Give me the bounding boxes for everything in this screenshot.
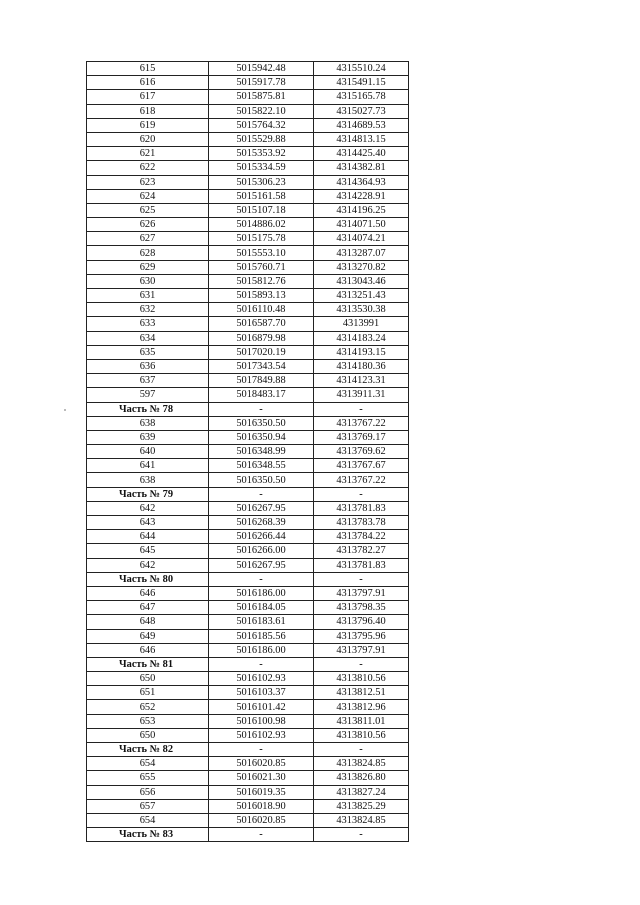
y-coordinate-cell: 4315165.78	[314, 90, 409, 104]
x-coordinate-cell: 5016267.95	[209, 558, 314, 572]
x-coordinate-cell: 5015353.92	[209, 147, 314, 161]
table-row	[87, 317, 409, 331]
table-row	[87, 246, 409, 260]
x-coordinate-cell: 5015764.32	[209, 118, 314, 132]
table-row	[87, 544, 409, 558]
table-row	[87, 274, 409, 288]
point-number-cell: 630	[87, 274, 209, 288]
point-number-cell: 629	[87, 260, 209, 274]
y-coordinate-cell: -	[314, 402, 409, 416]
table-row	[87, 771, 409, 785]
point-number-cell: 623	[87, 175, 209, 189]
x-coordinate-cell: 5016021.30	[209, 771, 314, 785]
x-coordinate-cell: 5016350.50	[209, 473, 314, 487]
y-coordinate-cell: 4314071.50	[314, 218, 409, 232]
table-row	[87, 104, 409, 118]
y-coordinate-cell: 4313270.82	[314, 260, 409, 274]
x-coordinate-cell: 5016101.42	[209, 700, 314, 714]
y-coordinate-cell: 4314228.91	[314, 189, 409, 203]
x-coordinate-cell: 5016350.94	[209, 430, 314, 444]
y-coordinate-cell: 4313782.27	[314, 544, 409, 558]
x-coordinate-cell: 5018483.17	[209, 388, 314, 402]
point-number-cell: 650	[87, 672, 209, 686]
point-number-cell: 635	[87, 345, 209, 359]
point-number-cell: 640	[87, 445, 209, 459]
point-number-cell: 645	[87, 544, 209, 558]
x-coordinate-cell: 5015875.81	[209, 90, 314, 104]
y-coordinate-cell: 4313825.29	[314, 799, 409, 813]
table-row	[87, 203, 409, 217]
point-number-cell: 643	[87, 516, 209, 530]
point-number-cell: 627	[87, 232, 209, 246]
y-coordinate-cell: 4314382.81	[314, 161, 409, 175]
x-coordinate-cell: 5015529.88	[209, 132, 314, 146]
x-coordinate-cell: 5015822.10	[209, 104, 314, 118]
y-coordinate-cell: 4315027.73	[314, 104, 409, 118]
table-row	[87, 714, 409, 728]
y-coordinate-cell: 4313781.83	[314, 558, 409, 572]
point-number-cell: 642	[87, 501, 209, 515]
point-number-cell: 639	[87, 430, 209, 444]
y-coordinate-cell: 4313824.85	[314, 757, 409, 771]
x-coordinate-cell: -	[209, 402, 314, 416]
x-coordinate-cell: 5015812.76	[209, 274, 314, 288]
y-coordinate-cell: 4313991	[314, 317, 409, 331]
point-number-cell: 616	[87, 76, 209, 90]
x-coordinate-cell: 5016019.35	[209, 785, 314, 799]
coordinate-table	[86, 61, 409, 842]
point-number-cell: 618	[87, 104, 209, 118]
y-coordinate-cell: 4315510.24	[314, 62, 409, 76]
x-coordinate-cell: 5014886.02	[209, 218, 314, 232]
x-coordinate-cell: 5016110.48	[209, 303, 314, 317]
x-coordinate-cell: 5015760.71	[209, 260, 314, 274]
y-coordinate-cell: 4313767.67	[314, 459, 409, 473]
y-coordinate-cell: 4313043.46	[314, 274, 409, 288]
table-row	[87, 90, 409, 104]
x-coordinate-cell: 5015175.78	[209, 232, 314, 246]
table-row	[87, 757, 409, 771]
y-coordinate-cell: 4314193.15	[314, 345, 409, 359]
part-header-row	[87, 402, 409, 416]
y-coordinate-cell: -	[314, 572, 409, 586]
point-number-cell: 649	[87, 629, 209, 643]
y-coordinate-cell: 4314689.53	[314, 118, 409, 132]
x-coordinate-cell: 5015107.18	[209, 203, 314, 217]
point-number-cell: 656	[87, 785, 209, 799]
x-coordinate-cell: 5016268.39	[209, 516, 314, 530]
point-number-cell: 652	[87, 700, 209, 714]
point-number-cell: 655	[87, 771, 209, 785]
y-coordinate-cell: 4314123.31	[314, 374, 409, 388]
y-coordinate-cell: 4313530.38	[314, 303, 409, 317]
x-coordinate-cell: 5016183.61	[209, 615, 314, 629]
y-coordinate-cell: 4313795.96	[314, 629, 409, 643]
point-number-cell: 637	[87, 374, 209, 388]
part-header-row	[87, 828, 409, 842]
point-number-cell: 621	[87, 147, 209, 161]
y-coordinate-cell: 4313911.31	[314, 388, 409, 402]
y-coordinate-cell: 4313784.22	[314, 530, 409, 544]
point-number-cell: 631	[87, 289, 209, 303]
point-number-cell: 636	[87, 359, 209, 373]
y-coordinate-cell: 4313767.22	[314, 473, 409, 487]
x-coordinate-cell: 5016348.99	[209, 445, 314, 459]
table-row	[87, 700, 409, 714]
y-coordinate-cell: 4313798.35	[314, 601, 409, 615]
x-coordinate-cell: 5016266.00	[209, 544, 314, 558]
x-coordinate-cell: 5016102.93	[209, 672, 314, 686]
point-number-cell: 646	[87, 643, 209, 657]
x-coordinate-cell: 5015334.59	[209, 161, 314, 175]
y-coordinate-cell: 4313812.51	[314, 686, 409, 700]
part-label-cell: Часть № 83	[87, 828, 209, 842]
x-coordinate-cell: 5016184.05	[209, 601, 314, 615]
x-coordinate-cell: -	[209, 572, 314, 586]
table-row	[87, 601, 409, 615]
point-number-cell: 624	[87, 189, 209, 203]
y-coordinate-cell: 4313251.43	[314, 289, 409, 303]
y-coordinate-cell: 4313287.07	[314, 246, 409, 260]
y-coordinate-cell: 4313810.56	[314, 672, 409, 686]
part-header-row	[87, 572, 409, 586]
point-number-cell: 622	[87, 161, 209, 175]
table-row	[87, 359, 409, 373]
x-coordinate-cell: 5015893.13	[209, 289, 314, 303]
x-coordinate-cell: 5016018.90	[209, 799, 314, 813]
y-coordinate-cell: 4313812.96	[314, 700, 409, 714]
point-number-cell: 597	[87, 388, 209, 402]
point-number-cell: 651	[87, 686, 209, 700]
part-header-row	[87, 743, 409, 757]
x-coordinate-cell: 5016350.50	[209, 416, 314, 430]
y-coordinate-cell: 4314196.25	[314, 203, 409, 217]
x-coordinate-cell: 5016267.95	[209, 501, 314, 515]
point-number-cell: 620	[87, 132, 209, 146]
point-number-cell: 653	[87, 714, 209, 728]
table-row	[87, 686, 409, 700]
x-coordinate-cell: 5015942.48	[209, 62, 314, 76]
x-coordinate-cell: 5016587.70	[209, 317, 314, 331]
table-row	[87, 218, 409, 232]
x-coordinate-cell: 5016185.56	[209, 629, 314, 643]
part-label-cell: Часть № 78	[87, 402, 209, 416]
table-row	[87, 615, 409, 629]
table-row	[87, 672, 409, 686]
part-label-cell: Часть № 79	[87, 487, 209, 501]
table-row	[87, 303, 409, 317]
x-coordinate-cell: -	[209, 487, 314, 501]
table-row	[87, 459, 409, 473]
y-coordinate-cell: 4314813.15	[314, 132, 409, 146]
point-number-cell: 646	[87, 586, 209, 600]
point-number-cell: 632	[87, 303, 209, 317]
point-number-cell: 648	[87, 615, 209, 629]
table-row	[87, 289, 409, 303]
x-coordinate-cell: -	[209, 828, 314, 842]
table-row	[87, 388, 409, 402]
point-number-cell: 633	[87, 317, 209, 331]
x-coordinate-cell: 5017020.19	[209, 345, 314, 359]
table-row	[87, 374, 409, 388]
table-row	[87, 345, 409, 359]
y-coordinate-cell: 4313810.56	[314, 728, 409, 742]
x-coordinate-cell: 5016266.44	[209, 530, 314, 544]
point-number-cell: 657	[87, 799, 209, 813]
table-row	[87, 118, 409, 132]
table-row	[87, 232, 409, 246]
table-row	[87, 331, 409, 345]
x-coordinate-cell: -	[209, 657, 314, 671]
y-coordinate-cell: 4313827.24	[314, 785, 409, 799]
y-coordinate-cell: 4313811.01	[314, 714, 409, 728]
y-coordinate-cell: 4315491.15	[314, 76, 409, 90]
table-row	[87, 260, 409, 274]
x-coordinate-cell: 5016102.93	[209, 728, 314, 742]
table-row	[87, 76, 409, 90]
y-coordinate-cell: 4313781.83	[314, 501, 409, 515]
x-coordinate-cell: 5016020.85	[209, 757, 314, 771]
y-coordinate-cell: -	[314, 743, 409, 757]
y-coordinate-cell: -	[314, 657, 409, 671]
part-label-cell: Часть № 81	[87, 657, 209, 671]
table-row	[87, 516, 409, 530]
point-number-cell: 626	[87, 218, 209, 232]
part-header-row	[87, 487, 409, 501]
table-row	[87, 813, 409, 827]
table-row	[87, 189, 409, 203]
point-number-cell: 647	[87, 601, 209, 615]
y-coordinate-cell: 4314074.21	[314, 232, 409, 246]
y-coordinate-cell: 4313826.80	[314, 771, 409, 785]
x-coordinate-cell: 5015917.78	[209, 76, 314, 90]
table-row	[87, 132, 409, 146]
x-coordinate-cell: 5015306.23	[209, 175, 314, 189]
point-number-cell: 641	[87, 459, 209, 473]
y-coordinate-cell: 4313797.91	[314, 643, 409, 657]
table-row	[87, 501, 409, 515]
x-coordinate-cell: -	[209, 743, 314, 757]
point-number-cell: 628	[87, 246, 209, 260]
table-row	[87, 473, 409, 487]
point-number-cell: 644	[87, 530, 209, 544]
part-header-row	[87, 657, 409, 671]
table-row	[87, 161, 409, 175]
table-row	[87, 62, 409, 76]
point-number-cell: 650	[87, 728, 209, 742]
table-row	[87, 799, 409, 813]
y-coordinate-cell: 4314180.36	[314, 359, 409, 373]
y-coordinate-cell: 4313769.62	[314, 445, 409, 459]
table-row	[87, 586, 409, 600]
table-row	[87, 785, 409, 799]
table-row	[87, 530, 409, 544]
y-coordinate-cell: 4313824.85	[314, 813, 409, 827]
table-row	[87, 728, 409, 742]
point-number-cell: 625	[87, 203, 209, 217]
y-coordinate-cell: 4313797.91	[314, 586, 409, 600]
x-coordinate-cell: 5016100.98	[209, 714, 314, 728]
y-coordinate-cell: 4314425.40	[314, 147, 409, 161]
y-coordinate-cell: 4314183.24	[314, 331, 409, 345]
x-coordinate-cell: 5016348.55	[209, 459, 314, 473]
y-coordinate-cell: 4313769.17	[314, 430, 409, 444]
x-coordinate-cell: 5017343.54	[209, 359, 314, 373]
table-row	[87, 558, 409, 572]
table-row	[87, 430, 409, 444]
table-row	[87, 147, 409, 161]
x-coordinate-cell: 5016020.85	[209, 813, 314, 827]
y-coordinate-cell: -	[314, 487, 409, 501]
x-coordinate-cell: 5016186.00	[209, 643, 314, 657]
point-number-cell: 638	[87, 473, 209, 487]
x-coordinate-cell: 5015553.10	[209, 246, 314, 260]
point-number-cell: 654	[87, 813, 209, 827]
x-coordinate-cell: 5016879.98	[209, 331, 314, 345]
point-number-cell: 638	[87, 416, 209, 430]
y-coordinate-cell: 4313796.40	[314, 615, 409, 629]
point-number-cell: 654	[87, 757, 209, 771]
y-coordinate-cell: 4313767.22	[314, 416, 409, 430]
part-label-cell: Часть № 80	[87, 572, 209, 586]
y-coordinate-cell: 4313783.78	[314, 516, 409, 530]
table-row	[87, 629, 409, 643]
table-row	[87, 643, 409, 657]
coordinate-table-body	[87, 62, 409, 842]
x-coordinate-cell: 5015161.58	[209, 189, 314, 203]
point-number-cell: 634	[87, 331, 209, 345]
x-coordinate-cell: 5016103.37	[209, 686, 314, 700]
scan-speck	[64, 409, 66, 411]
y-coordinate-cell: 4314364.93	[314, 175, 409, 189]
table-row	[87, 445, 409, 459]
table-row	[87, 416, 409, 430]
y-coordinate-cell: -	[314, 828, 409, 842]
x-coordinate-cell: 5016186.00	[209, 586, 314, 600]
point-number-cell: 642	[87, 558, 209, 572]
table-row	[87, 175, 409, 189]
point-number-cell: 619	[87, 118, 209, 132]
point-number-cell: 615	[87, 62, 209, 76]
part-label-cell: Часть № 82	[87, 743, 209, 757]
x-coordinate-cell: 5017849.88	[209, 374, 314, 388]
point-number-cell: 617	[87, 90, 209, 104]
